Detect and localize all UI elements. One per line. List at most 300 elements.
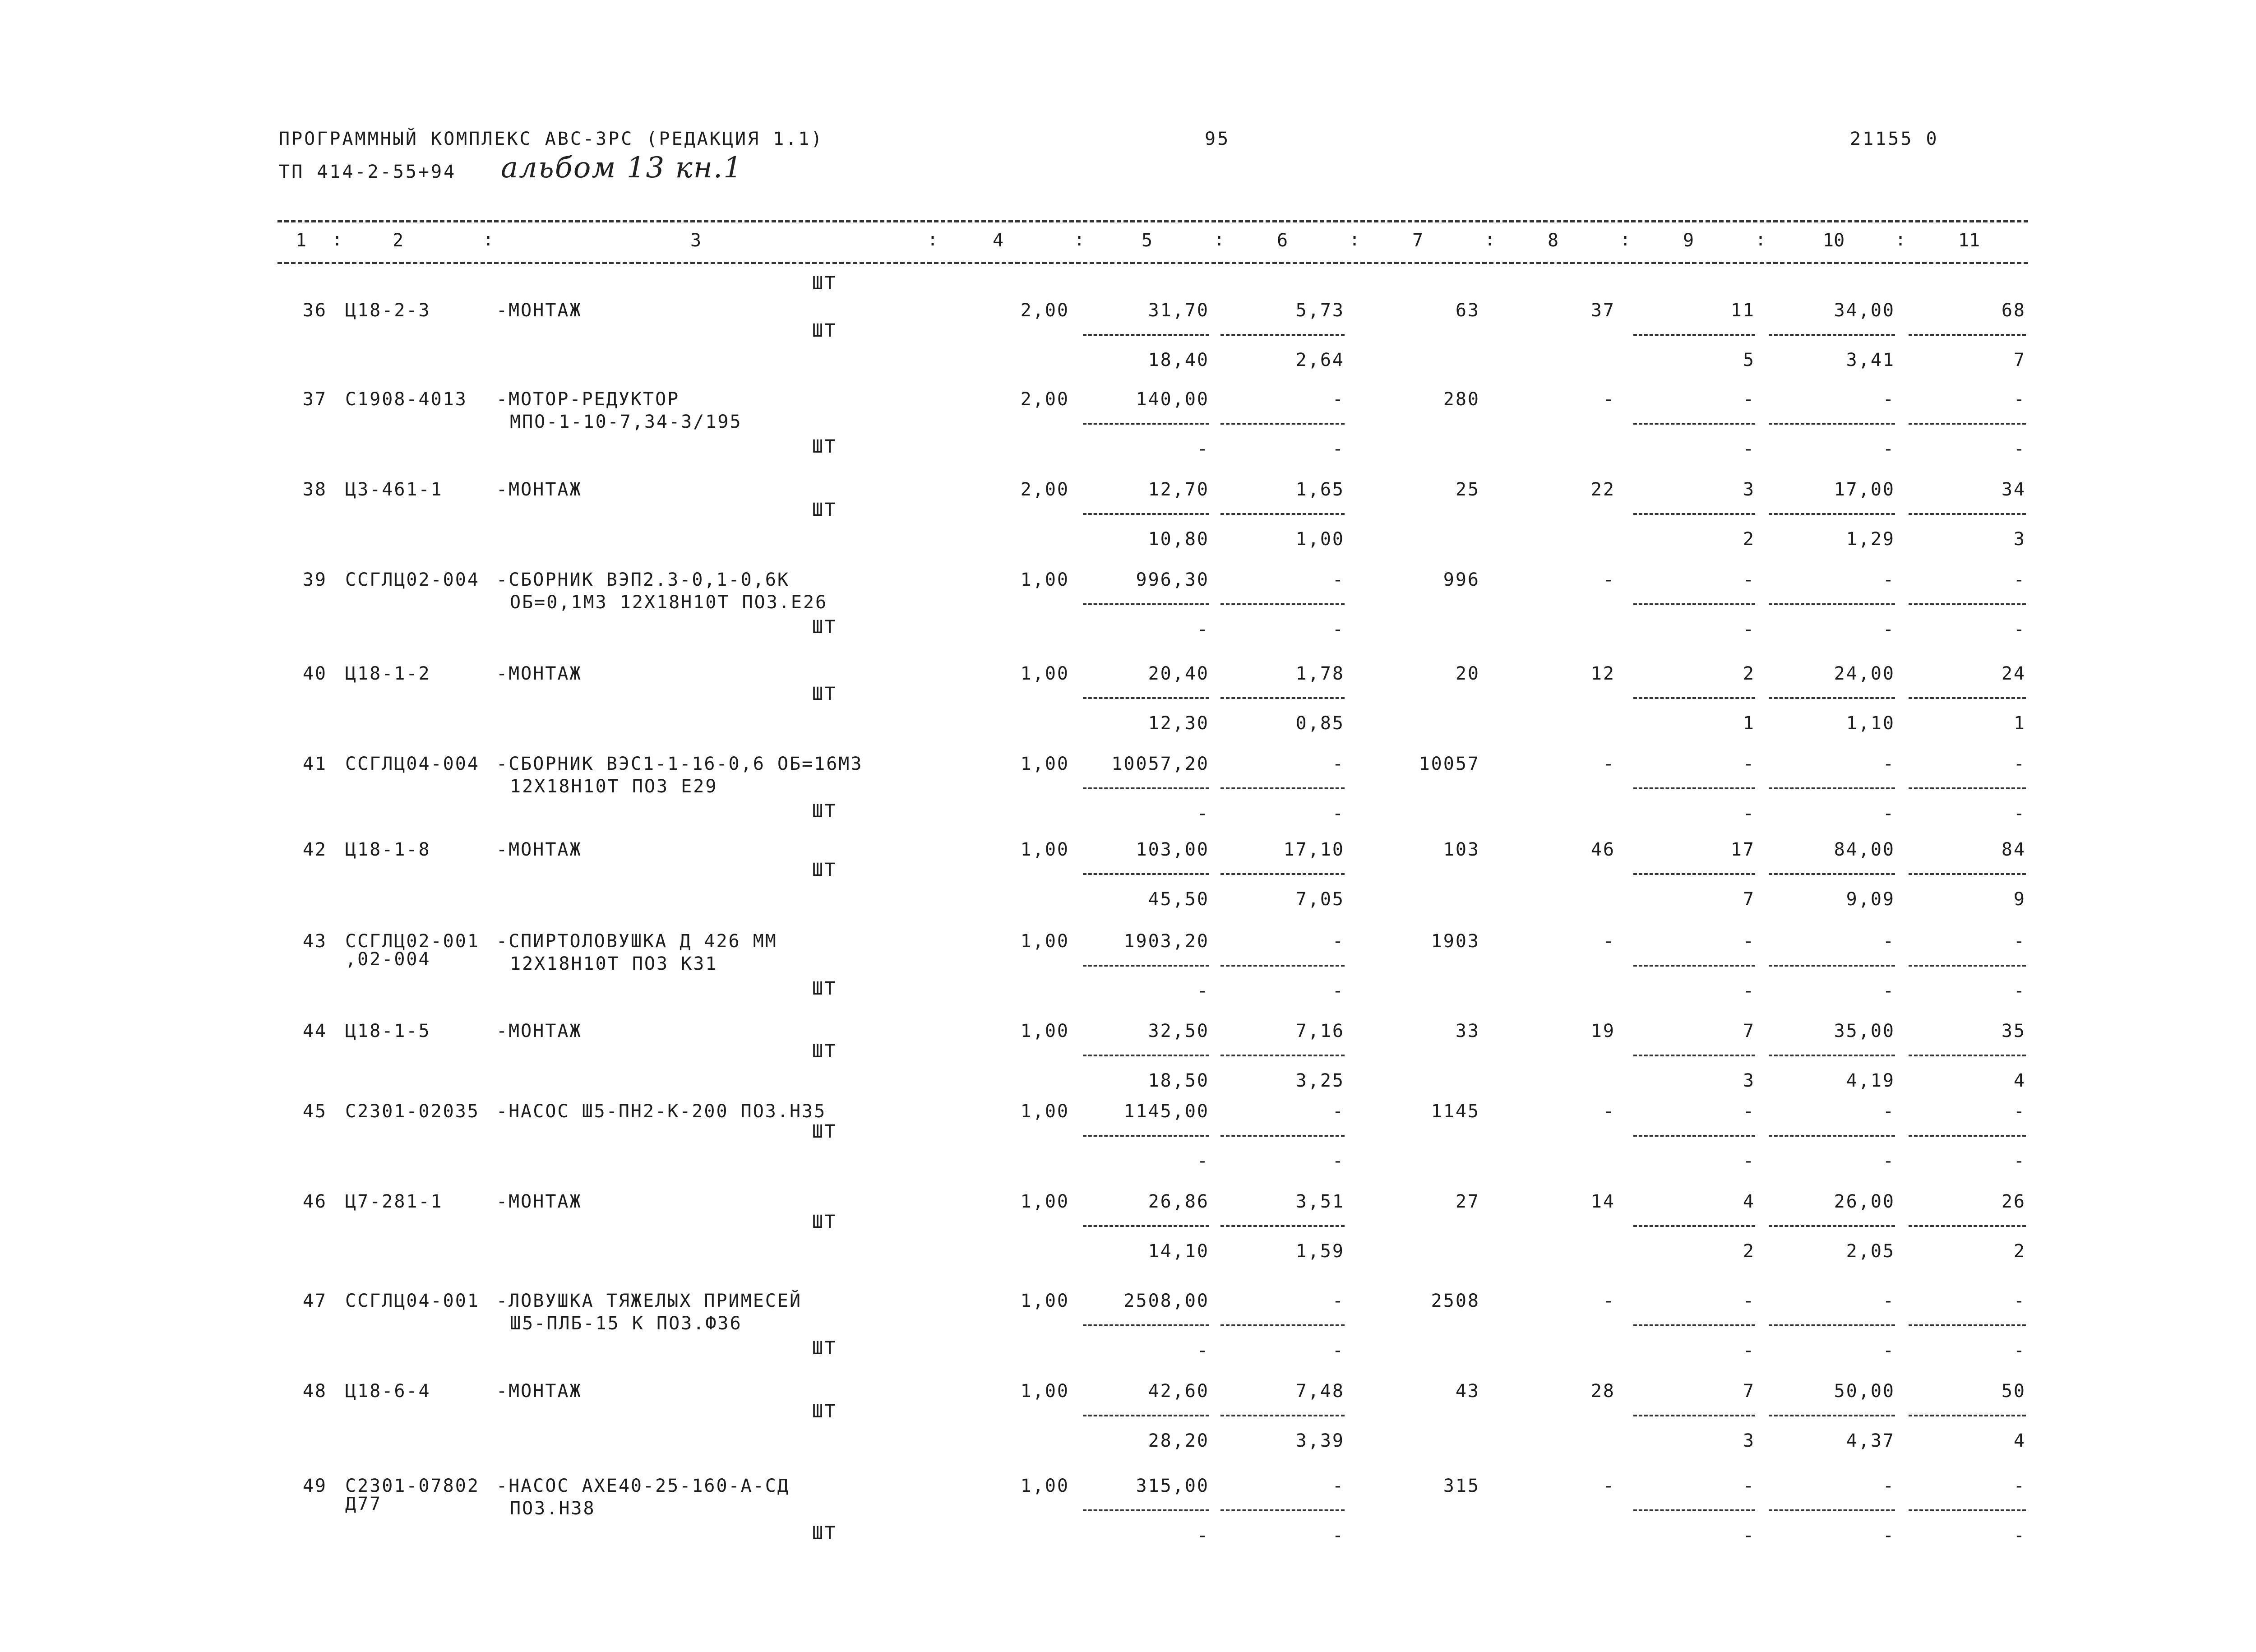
- fraction-divider: [1909, 1055, 2026, 1056]
- machine-cost: -: [1332, 569, 1345, 590]
- cost-per-unit-wages: 45,50: [1148, 889, 1209, 910]
- column-separator: :: [1620, 229, 1631, 250]
- labor-total-b: 1: [2013, 713, 2026, 734]
- machine-total: 2: [1743, 663, 1755, 684]
- machine-cost: -: [1332, 1291, 1345, 1311]
- item-name-line: -МОНТАЖ: [496, 839, 582, 860]
- machine-total-wages: -: [1743, 1340, 1755, 1361]
- row-number: 46: [302, 1191, 327, 1212]
- column-separator: :: [927, 229, 938, 250]
- cost-per-unit: 103,00: [1136, 839, 1209, 860]
- fraction-divider: [1083, 1415, 1209, 1416]
- fraction-divider: [1633, 423, 1755, 425]
- fraction-divider: [1769, 1415, 1895, 1416]
- cost-per-unit-wages: 18,40: [1148, 350, 1209, 370]
- labor-total: 84: [2001, 839, 2026, 860]
- column-number-10: 10: [1823, 230, 1845, 251]
- unit-label: ШТ: [812, 1338, 837, 1359]
- cost-per-unit-wages: -: [1197, 1525, 1209, 1546]
- resource-code: Ц18-1-8: [345, 839, 431, 860]
- unit-label: ШТ: [812, 500, 837, 520]
- labor-per-unit: -: [1882, 1101, 1895, 1122]
- machine-total-wages: -: [1743, 981, 1755, 1001]
- fraction-divider: [1220, 873, 1345, 875]
- column-number-9: 9: [1683, 230, 1694, 251]
- machine-total-wages: 3: [1743, 1430, 1755, 1451]
- item-name-line: -МОНТАЖ: [496, 1021, 582, 1041]
- column-separator: :: [1349, 229, 1360, 250]
- unit-label: ШТ: [812, 273, 837, 294]
- quantity: 2,00: [1020, 479, 1069, 500]
- doc-number: 21155 0: [1850, 129, 1939, 149]
- quantity: 1,00: [1020, 1191, 1069, 1212]
- machine-cost-wages: -: [1332, 1151, 1345, 1171]
- unit-label: ШТ: [812, 320, 837, 341]
- labor-total-b: -: [2013, 619, 2026, 640]
- fraction-divider: [1083, 1324, 1209, 1326]
- labor-total-b: 7: [2013, 350, 2026, 370]
- total-cost: 103: [1443, 839, 1480, 860]
- cost-per-unit-wages: 18,50: [1148, 1070, 1209, 1091]
- fraction-divider: [1633, 697, 1755, 699]
- fraction-divider: [1769, 1225, 1895, 1227]
- unit-label: ШТ: [812, 1121, 837, 1142]
- machine-cost: -: [1332, 931, 1345, 952]
- cost-per-unit-wages: 14,10: [1148, 1241, 1209, 1262]
- fraction-divider: [1909, 1225, 2026, 1227]
- machine-cost: 3,51: [1295, 1191, 1345, 1212]
- project-code: ТП 414-2-55+94: [279, 162, 457, 182]
- fraction-divider: [1909, 334, 2026, 336]
- row-number: 47: [302, 1291, 327, 1311]
- machine-cost-wages: 2,64: [1295, 350, 1345, 370]
- machine-total: 3: [1743, 479, 1755, 500]
- total-cost: 1903: [1431, 931, 1480, 952]
- resource-code-extra: ,02-004: [345, 949, 431, 970]
- fraction-divider: [1083, 423, 1209, 425]
- item-name-line: -МОНТАЖ: [496, 300, 582, 321]
- fraction-divider: [1633, 1324, 1755, 1326]
- fraction-divider: [1769, 1324, 1895, 1326]
- fraction-divider: [1909, 1509, 2026, 1511]
- wages-total: -: [1603, 1476, 1615, 1496]
- machine-cost: 7,16: [1295, 1021, 1345, 1041]
- item-name-line: -НАСОС АХЕ40-25-160-А-СД: [496, 1476, 790, 1496]
- unit-label: ШТ: [812, 1212, 837, 1232]
- row-number: 48: [302, 1381, 327, 1402]
- fraction-divider: [1083, 787, 1209, 789]
- labor-total-b: 2: [2013, 1241, 2026, 1262]
- machine-total: 4: [1743, 1191, 1755, 1212]
- cost-per-unit: 42,60: [1148, 1381, 1209, 1402]
- resource-code: Ц18-1-2: [345, 663, 431, 684]
- fraction-divider: [1220, 423, 1345, 425]
- wages-total: -: [1603, 1291, 1615, 1311]
- labor-total: -: [2013, 389, 2026, 410]
- labor-total-b: -: [2013, 1525, 2026, 1546]
- column-separator: :: [1074, 229, 1085, 250]
- machine-cost-wages: 1,00: [1295, 529, 1345, 550]
- column-number-4: 4: [993, 230, 1004, 251]
- column-number-1: 1: [296, 230, 307, 251]
- resource-code: Ц18-6-4: [345, 1381, 431, 1402]
- labor-total: 50: [2001, 1381, 2026, 1402]
- quantity: 1,00: [1020, 839, 1069, 860]
- fraction-divider: [1220, 603, 1345, 605]
- quantity: 1,00: [1020, 1381, 1069, 1402]
- item-name-line: -МОТОР-РЕДУКТОР: [496, 389, 680, 410]
- labor-total: -: [2013, 1476, 2026, 1496]
- wages-total: 14: [1590, 1191, 1615, 1212]
- column-number-11: 11: [1958, 230, 1980, 251]
- unit-label: ШТ: [812, 860, 837, 880]
- fraction-divider: [1083, 873, 1209, 875]
- fraction-divider: [1909, 1135, 2026, 1137]
- fraction-divider: [1769, 1135, 1895, 1137]
- quantity: 2,00: [1020, 300, 1069, 321]
- machine-cost-wages: 0,85: [1295, 713, 1345, 734]
- labor-per-unit-b: 2,05: [1846, 1241, 1895, 1262]
- fraction-divider: [1633, 1135, 1755, 1137]
- resource-code: ССГЛЦ02-004: [345, 569, 480, 590]
- labor-total-b: 9: [2013, 889, 2026, 910]
- item-name-line: ОБ=0,1М3 12Х18Н10Т ПОЗ.Е26: [510, 592, 828, 613]
- labor-per-unit: -: [1882, 1476, 1895, 1496]
- wages-total: 46: [1590, 839, 1615, 860]
- column-separator: :: [1214, 229, 1225, 250]
- item-name-line: ПОЗ.Н38: [510, 1498, 596, 1519]
- fraction-divider: [1633, 1509, 1755, 1511]
- column-number-3: 3: [690, 230, 702, 251]
- cost-per-unit: 26,86: [1148, 1191, 1209, 1212]
- item-name-line: -НАСОС Ш5-ПН2-К-200 ПОЗ.Н35: [496, 1101, 827, 1122]
- cost-per-unit: 2508,00: [1123, 1291, 1209, 1311]
- cost-per-unit-wages: -: [1197, 439, 1209, 459]
- cost-per-unit: 20,40: [1148, 663, 1209, 684]
- labor-per-unit-b: -: [1882, 981, 1895, 1001]
- fraction-divider: [1083, 1055, 1209, 1056]
- labor-total: -: [2013, 569, 2026, 590]
- labor-per-unit-b: -: [1882, 1525, 1895, 1546]
- wages-total: 12: [1590, 663, 1615, 684]
- machine-total-wages: 3: [1743, 1070, 1755, 1091]
- row-number: 49: [302, 1476, 327, 1496]
- machine-cost-wages: -: [1332, 1525, 1345, 1546]
- quantity: 1,00: [1020, 1101, 1069, 1122]
- item-name-line: 12Х18Н10Т ПОЗ Е29: [510, 776, 718, 797]
- fraction-divider: [1220, 513, 1345, 515]
- fraction-divider: [1909, 603, 2026, 605]
- labor-total: -: [2013, 931, 2026, 952]
- cost-per-unit-wages: 28,20: [1148, 1430, 1209, 1451]
- machine-cost: -: [1332, 754, 1345, 774]
- fraction-divider: [1083, 697, 1209, 699]
- column-number-2: 2: [393, 230, 404, 251]
- column-number-6: 6: [1277, 230, 1288, 251]
- cost-per-unit-wages: -: [1197, 1340, 1209, 1361]
- fraction-divider: [1909, 787, 2026, 789]
- machine-total-wages: 7: [1743, 889, 1755, 910]
- total-cost: 1145: [1431, 1101, 1480, 1122]
- resource-code: С1908-4013: [345, 389, 467, 410]
- cost-per-unit: 996,30: [1136, 569, 1209, 590]
- cost-per-unit-wages: 12,30: [1148, 713, 1209, 734]
- cost-per-unit-wages: -: [1197, 981, 1209, 1001]
- cost-per-unit: 1145,00: [1123, 1101, 1209, 1122]
- labor-per-unit: -: [1882, 389, 1895, 410]
- item-name-line: -МОНТАЖ: [496, 663, 582, 684]
- labor-total-b: -: [2013, 981, 2026, 1001]
- quantity: 1,00: [1020, 931, 1069, 952]
- wages-total: -: [1603, 389, 1615, 410]
- fraction-divider: [1769, 603, 1895, 605]
- machine-total-wages: 1: [1743, 713, 1755, 734]
- fraction-divider: [1220, 1055, 1345, 1056]
- page-number: 95: [1205, 129, 1230, 149]
- fraction-divider: [1220, 1509, 1345, 1511]
- row-number: 43: [302, 931, 327, 952]
- labor-total: 26: [2001, 1191, 2026, 1212]
- fraction-divider: [1633, 1055, 1755, 1056]
- resource-code: ССГЛЦ04-004: [345, 754, 480, 774]
- wages-total: -: [1603, 1101, 1615, 1122]
- fraction-divider: [1220, 697, 1345, 699]
- quantity: 1,00: [1020, 1021, 1069, 1041]
- labor-total-b: 4: [2013, 1070, 2026, 1091]
- fraction-divider: [1220, 1415, 1345, 1416]
- wages-total: 19: [1590, 1021, 1615, 1041]
- item-name-line: -СБОРНИК ВЭС1-1-16-0,6 ОБ=16М3: [496, 754, 863, 774]
- item-name-line: -ЛОВУШКА ТЯЖЕЛЫХ ПРИМЕСЕЙ: [496, 1291, 802, 1311]
- fraction-divider: [1220, 334, 1345, 336]
- cost-per-unit: 1903,20: [1123, 931, 1209, 952]
- fraction-divider: [1909, 697, 2026, 699]
- cost-per-unit-wages: -: [1197, 1151, 1209, 1171]
- row-number: 40: [302, 663, 327, 684]
- row-number: 44: [302, 1021, 327, 1041]
- machine-cost: 1,78: [1295, 663, 1345, 684]
- labor-per-unit-b: -: [1882, 803, 1895, 824]
- quantity: 1,00: [1020, 663, 1069, 684]
- unit-label: ШТ: [812, 617, 837, 638]
- fraction-divider: [1769, 423, 1895, 425]
- labor-per-unit: 35,00: [1834, 1021, 1895, 1041]
- labor-per-unit: 34,00: [1834, 300, 1895, 321]
- column-separator: :: [332, 229, 343, 250]
- fraction-divider: [1909, 1415, 2026, 1416]
- machine-total-wages: 2: [1743, 1241, 1755, 1262]
- resource-code: С2301-02035: [345, 1101, 480, 1122]
- item-name-line: МПО-1-10-7,34-3/195: [510, 412, 742, 432]
- fraction-divider: [1220, 787, 1345, 789]
- unit-label: ШТ: [812, 1523, 837, 1544]
- fraction-divider: [1909, 423, 2026, 425]
- resource-code: С2301-07802: [345, 1476, 480, 1496]
- machine-total: 11: [1730, 300, 1755, 321]
- fraction-divider: [1083, 603, 1209, 605]
- item-name-line: -МОНТАЖ: [496, 1381, 582, 1402]
- labor-total: -: [2013, 1101, 2026, 1122]
- row-number: 37: [302, 389, 327, 410]
- wages-total: -: [1603, 931, 1615, 952]
- machine-cost: -: [1332, 1101, 1345, 1122]
- resource-code-extra: Д77: [345, 1494, 382, 1514]
- fraction-divider: [1083, 334, 1209, 336]
- fraction-divider: [1083, 513, 1209, 515]
- row-number: 36: [302, 300, 327, 321]
- labor-per-unit: 17,00: [1834, 479, 1895, 500]
- total-cost: 2508: [1431, 1291, 1480, 1311]
- wages-total: 22: [1590, 479, 1615, 500]
- machine-cost-wages: -: [1332, 619, 1345, 640]
- fraction-divider: [1909, 965, 2026, 967]
- labor-per-unit: -: [1882, 1291, 1895, 1311]
- machine-total: -: [1743, 1291, 1755, 1311]
- total-cost: 27: [1455, 1191, 1480, 1212]
- machine-cost-wages: -: [1332, 1340, 1345, 1361]
- labor-total-b: 4: [2013, 1430, 2026, 1451]
- labor-total-b: -: [2013, 1340, 2026, 1361]
- resource-code: Ц7-281-1: [345, 1191, 443, 1212]
- item-name-line: -СБОРНИК ВЭП2.3-0,1-0,6К: [496, 569, 790, 590]
- fraction-divider: [1769, 1055, 1895, 1056]
- column-number-7: 7: [1412, 230, 1424, 251]
- machine-total-wages: -: [1743, 803, 1755, 824]
- machine-total: -: [1743, 754, 1755, 774]
- cost-per-unit-wages: 10,80: [1148, 529, 1209, 550]
- row-number: 38: [302, 479, 327, 500]
- item-name-line: -МОНТАЖ: [496, 479, 582, 500]
- fraction-divider: [1633, 787, 1755, 789]
- machine-total: -: [1743, 931, 1755, 952]
- machine-cost: 7,48: [1295, 1381, 1345, 1402]
- labor-per-unit: -: [1882, 754, 1895, 774]
- fraction-divider: [1083, 1135, 1209, 1137]
- total-cost: 996: [1443, 569, 1480, 590]
- labor-per-unit-b: 1,29: [1846, 529, 1895, 550]
- labor-total-b: -: [2013, 439, 2026, 459]
- row-number: 45: [302, 1101, 327, 1122]
- machine-total: -: [1743, 1476, 1755, 1496]
- machine-cost-wages: 3,25: [1295, 1070, 1345, 1091]
- fraction-divider: [1633, 513, 1755, 515]
- labor-per-unit: 50,00: [1834, 1381, 1895, 1402]
- quantity: 1,00: [1020, 1476, 1069, 1496]
- labor-total: 34: [2001, 479, 2026, 500]
- machine-total: 7: [1743, 1381, 1755, 1402]
- fraction-divider: [1633, 965, 1755, 967]
- quantity: 1,00: [1020, 1291, 1069, 1311]
- labor-per-unit-b: -: [1882, 439, 1895, 459]
- cost-per-unit: 140,00: [1136, 389, 1209, 410]
- fraction-divider: [1220, 1225, 1345, 1227]
- fraction-divider: [1769, 965, 1895, 967]
- quantity: 1,00: [1020, 754, 1069, 774]
- fraction-divider: [1633, 1415, 1755, 1416]
- fraction-divider: [1769, 1509, 1895, 1511]
- cost-per-unit-wages: -: [1197, 619, 1209, 640]
- fraction-divider: [1220, 965, 1345, 967]
- fraction-divider: [1633, 334, 1755, 336]
- machine-total-wages: 5: [1743, 350, 1755, 370]
- machine-cost-wages: -: [1332, 981, 1345, 1001]
- machine-cost: -: [1332, 1476, 1345, 1496]
- labor-total-b: -: [2013, 803, 2026, 824]
- column-separator: :: [1755, 229, 1766, 250]
- fraction-divider: [1769, 513, 1895, 515]
- machine-total: 7: [1743, 1021, 1755, 1041]
- unit-label: ШТ: [812, 801, 837, 822]
- total-cost: 10057: [1419, 754, 1480, 774]
- fraction-divider: [1769, 873, 1895, 875]
- labor-per-unit-b: 1,10: [1846, 713, 1895, 734]
- labor-total: -: [2013, 754, 2026, 774]
- total-cost: 33: [1455, 1021, 1480, 1041]
- quantity: 2,00: [1020, 389, 1069, 410]
- labor-per-unit: -: [1882, 569, 1895, 590]
- labor-per-unit-b: -: [1882, 1151, 1895, 1171]
- labor-total: -: [2013, 1291, 2026, 1311]
- column-separator: :: [1895, 229, 1906, 250]
- labor-per-unit: 84,00: [1834, 839, 1895, 860]
- row-number: 41: [302, 754, 327, 774]
- machine-cost: 1,65: [1295, 479, 1345, 500]
- unit-label: ШТ: [812, 1041, 837, 1062]
- wages-total: 37: [1590, 300, 1615, 321]
- labor-total: 68: [2001, 300, 2026, 321]
- column-number-8: 8: [1548, 230, 1559, 251]
- wages-total: -: [1603, 754, 1615, 774]
- item-name-line: 12Х18Н10Т ПОЗ К31: [510, 953, 718, 974]
- labor-per-unit: -: [1882, 931, 1895, 952]
- labor-total-b: -: [2013, 1151, 2026, 1171]
- unit-label: ШТ: [812, 978, 837, 999]
- labor-total-b: 3: [2013, 529, 2026, 550]
- item-name-line: -МОНТАЖ: [496, 1191, 582, 1212]
- fraction-divider: [1220, 1135, 1345, 1137]
- item-name-line: -СПИРТОЛОВУШКА Д 426 ММ: [496, 931, 777, 952]
- fraction-divider: [1083, 965, 1209, 967]
- column-number-5: 5: [1142, 230, 1153, 251]
- machine-total-wages: -: [1743, 1525, 1755, 1546]
- machine-cost-wages: -: [1332, 439, 1345, 459]
- row-number: 42: [302, 839, 327, 860]
- total-cost: 20: [1455, 663, 1480, 684]
- total-cost: 63: [1455, 300, 1480, 321]
- labor-per-unit-b: -: [1882, 1340, 1895, 1361]
- machine-cost-wages: 1,59: [1295, 1241, 1345, 1262]
- fraction-divider: [1769, 334, 1895, 336]
- fraction-divider: [1909, 1324, 2026, 1326]
- cost-per-unit: 32,50: [1148, 1021, 1209, 1041]
- labor-per-unit-b: 3,41: [1846, 350, 1895, 370]
- machine-total-wages: -: [1743, 1151, 1755, 1171]
- labor-per-unit-b: 9,09: [1846, 889, 1895, 910]
- cost-per-unit: 10057,20: [1111, 754, 1209, 774]
- machine-total-wages: -: [1743, 619, 1755, 640]
- machine-cost-wages: -: [1332, 803, 1345, 824]
- machine-cost-wages: 3,39: [1295, 1430, 1345, 1451]
- machine-total: -: [1743, 569, 1755, 590]
- labor-total: 24: [2001, 663, 2026, 684]
- fraction-divider: [1633, 873, 1755, 875]
- column-separator: :: [1484, 229, 1496, 250]
- labor-per-unit-b: 4,37: [1846, 1430, 1895, 1451]
- fraction-divider: [1909, 873, 2026, 875]
- labor-per-unit-b: 4,19: [1846, 1070, 1895, 1091]
- program-title: ПРОГРАММНЫЙ КОМПЛЕКС АВС-3РС (РЕДАКЦИЯ 1.1): [279, 129, 824, 149]
- cost-per-unit-wages: -: [1197, 803, 1209, 824]
